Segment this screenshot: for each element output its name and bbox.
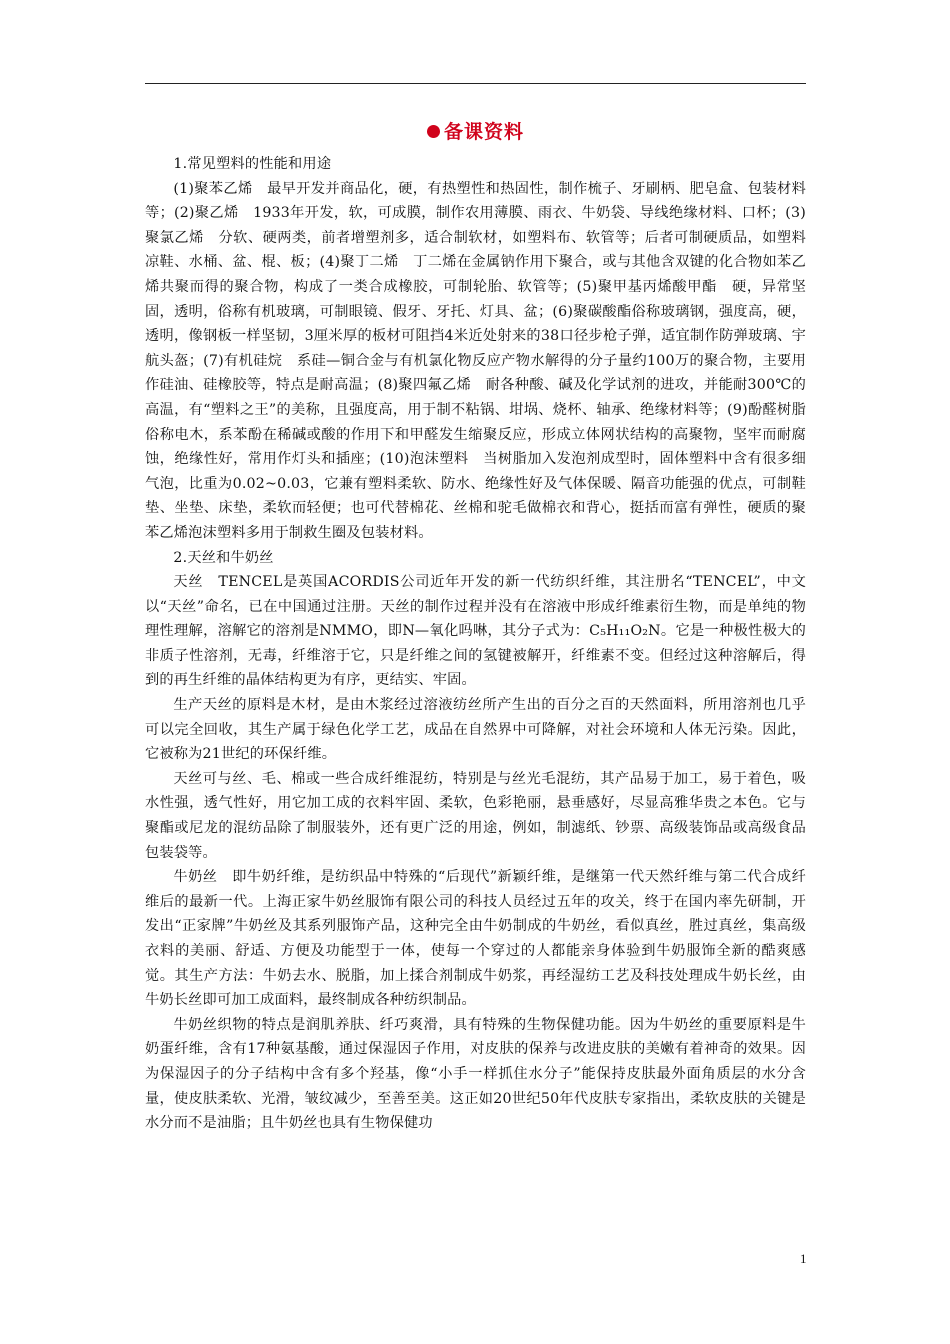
paragraph-tencel-blend: 天丝可与丝、毛、棉或一些合成纤维混纺，特别是与丝光毛混纺，其产品易于加工，易于着色，吸水性强，透气性好，用它加工成的衣料牢固、柔软，色彩艳丽，悬垂感好，尽显高雅华贵之本色。它与聚酯或尼龙的混纺品除了制服装外，还有更广泛的用途，例如，制滤纸、钞票、高级装饰品或高级食品包装袋等。 [145,770,806,861]
document-body [145,118,806,1136]
header-rule [145,83,806,84]
document-title-text: 备课资料 [443,121,524,143]
section-heading-fibers: 2.天丝和牛奶丝 [173,549,274,566]
paragraph-plastics: (1)聚苯乙烯 最早开发并商品化，硬，有热塑性和热固性，制作梳子、牙刷柄、肥皂盒、包装材料等；(2)聚乙烯 1933年开发，软，可成膜，制作农用薄膜、雨衣、牛奶袋、导线绝缘材料、口杯；(3)聚氯乙烯 分软、硬两类，前者增塑剂多，适合制软材，如塑料布、软管等；后者可制硬质品，如塑料凉鞋、水桶、盆、棍、板；(4)聚丁二烯 丁二烯在金属钠作用下聚合，或与其他含双键的化合物如苯乙烯共聚而得的聚合物，构成了一类合成橡胶，可制轮胎、软管等；(5)聚甲基丙烯酸甲酯 硬，异常坚固，透明，俗称有机玻璃，可制眼镜、假牙、牙托、灯具、盆；(6)聚碳酸酯俗称玻璃钢，强度高，硬，透明，像钢板一样坚韧，3厘米厚的板材可阻挡4米近处射来的38口径步枪子弹，适宜制作防弹玻璃、宇航头盔；(7)有机硅烷 系硅—铜合金与有机氯化物反应产物水解得的分子量约100万的聚合物，主要用作硅油、硅橡胶等，特点是耐高温；(8)聚四氟乙烯 耐各种酸、碱及化学试剂的进攻，并能耐300℃的高温，有“塑料之王”的美称，且强度高，用于制不粘锅、坩埚、烧杯、轴承、绝缘材料等；(9)酚醛树脂俗称电木，系苯酚在稀碱或酸的作用下和甲醛发生缩聚反应，形成立体网状结构的高聚物，坚牢而耐腐蚀，绝缘性好，常用作灯头和插座；(10)泡沫塑料 当树脂加入发泡剂成型时，固体塑料中含有很多细气泡，比重为0.02~0.03，它兼有塑料柔软、防水、绝缘性好及气体保暖、隔音功能强的优点，可制鞋垫、坐垫、床垫，柔软而轻便；也可代替棉花、丝棉和驼毛做棉衣和背心，挺括而富有弹性，硬质的聚苯乙烯泡沫塑料多用于制救生圈及包装材料。 [145,180,806,541]
bullet-dot-icon [427,125,440,138]
paragraph-tencel: 天丝 TENCEL是英国ACORDIS公司近年开发的新一代纺织纤维，其注册名“TENCEL”，中文以“天丝”命名，已在中国通过注册。天丝的制作过程并没有在溶液中形成纤维素衍生物，而是单纯的物理性理解，溶解它的溶剂是NMMO，即N—氧化吗啉，其分子式为：C₅H₁₁O₂N。它是一种极性极大的非质子性溶剂，无毒，纤维溶于它，只是纤维之间的氢键被解开，纤维素不变。但经过这种溶解后，得到的再生纤维的晶体结构更为有序，更结实、牢固。 [145,574,806,689]
page-number: 1 [800,1251,807,1266]
paragraph-milk-fiber: 牛奶丝 即牛奶纤维，是纺织品中特殊的“后现代”新颖纤维，是继第一代天然纤维与第二代合成纤维后的最新一代。上海正家牛奶丝服饰有限公司的科技人员经过五年的攻关，终于在国内率先研制，开发出“正家牌”牛奶丝及其系列服饰产品，这种完全由牛奶制成的牛奶丝，看似真丝，胜过真丝，集高级衣料的美丽、舒适、方便及功能型于一体，使每一个穿过的人都能亲身体验到牛奶服饰全新的酷爽感觉。其生产方法：牛奶去水、脱脂，加上揉合剂制成牛奶浆，再经湿纺工艺及科技处理成牛奶长丝，由牛奶长丝即可加工成面料，最终制成各种纺织制品。 [145,869,806,1009]
paragraph-milk-fiber-features: 牛奶丝织物的特点是润肌养肤、纤巧爽滑，具有特殊的生物保健功能。因为牛奶丝的重要原料是牛奶蛋纤维，含有17种氨基酸，通过保湿因子作用，对皮肤的保养与改进皮肤的美嫩有着神奇的效果。因为保湿因子的分子结构中含有多个羟基，像“小手一样抓住水分子”能保持皮肤最外面角质层的水分含量，使皮肤柔软、光滑，皱纹减少，至善至美。这正如20世纪50年代皮肤专家指出，柔软皮肤的关键是水分而不是油脂；且牛奶丝也具有生物保健功 [145,1016,806,1132]
section-heading-plastics: 1.常见塑料的性能和用途 [173,156,332,172]
document-title [145,118,806,146]
paragraph-tencel-material: 生产天丝的原料是木材，是由木浆经过溶液纺丝所产生出的百分之百的天然面料，所用溶剂也几乎可以完全回收，其生产属于绿色化学工艺，成品在自然界中可降解，对社会环境和人体无污染。因此，它被称为21世纪的环保纤维。 [145,697,806,763]
